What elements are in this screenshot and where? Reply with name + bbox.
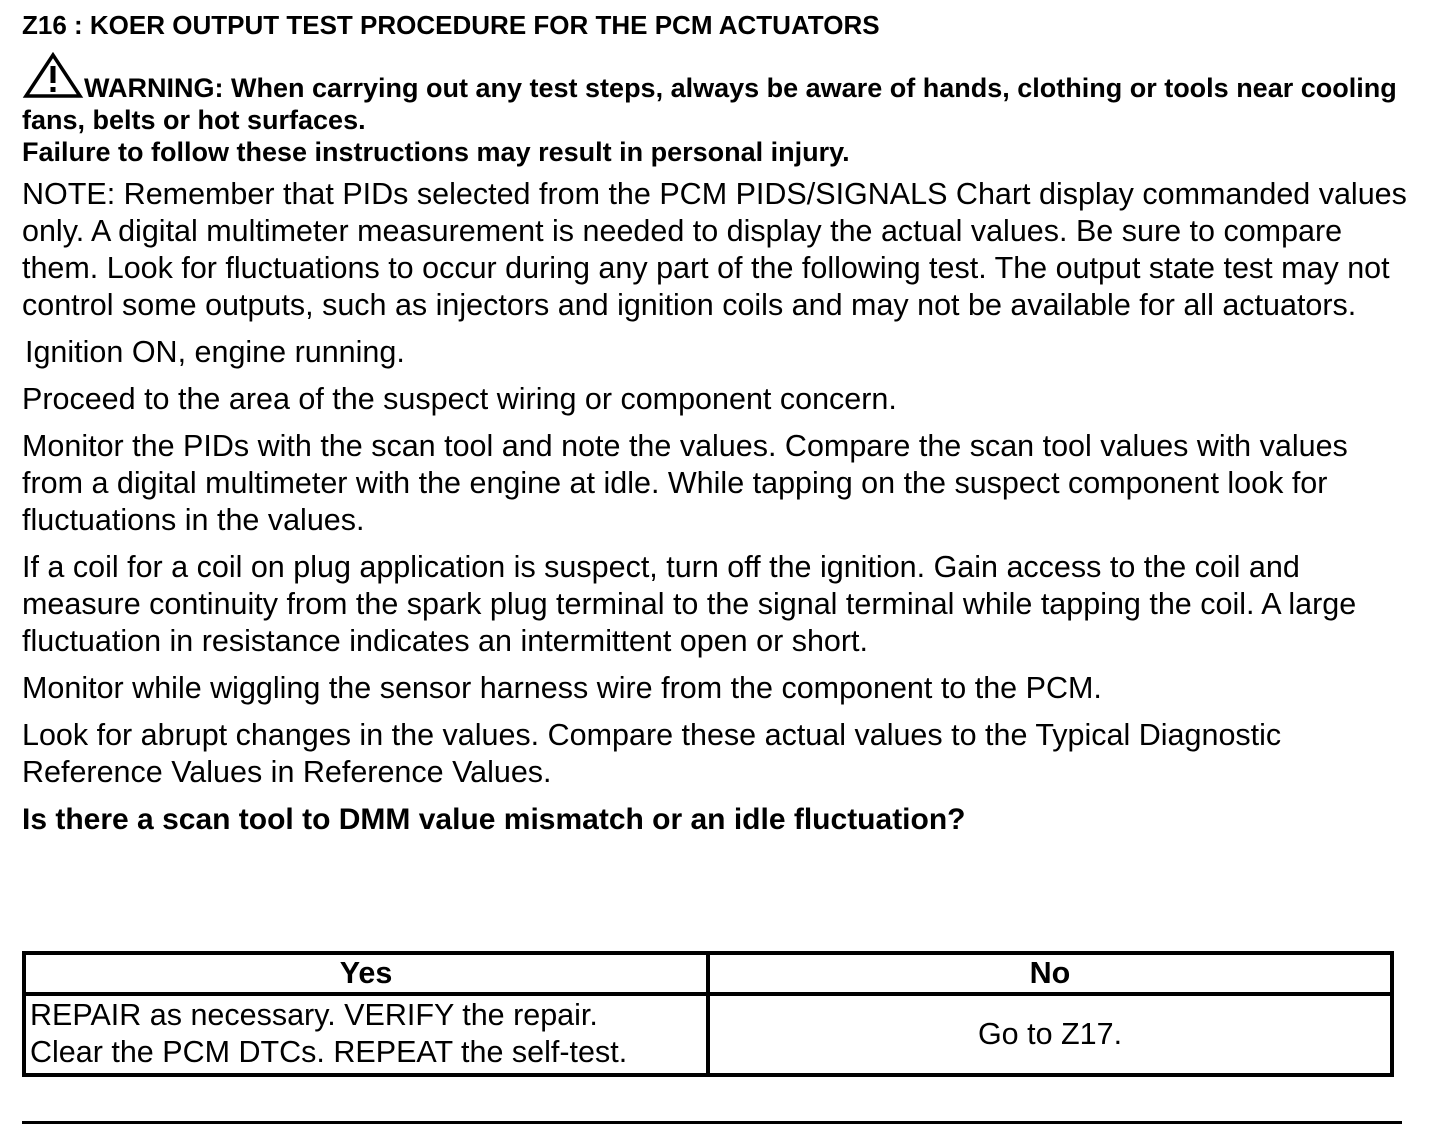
note-paragraph: NOTE: Remember that PIDs selected from the PCM PIDS/SIGNALS Chart display commanded values only. A digital multimeter measurement is needed to display the actual values. Be sure to compare them. Look for fluctuations to occur during any part of the following test. The output state test may not control some outputs, such as injectors and ignition coils and may not be available for all actuators. xyxy=(22,177,1407,322)
yes-action-line: Clear the PCM DTCs. REPEAT the self-test. xyxy=(30,1035,628,1069)
yes-action-cell xyxy=(24,994,708,1075)
proceed-paragraph: Proceed to the area of the suspect wiring or component concern. xyxy=(22,382,897,416)
warning-block xyxy=(22,52,1407,168)
coil-paragraph: If a coil for a coil on plug application is suspect, turn off the ignition. Gain access to the coil and measure continuity from the spark plug terminal to the signal terminal while tapping the coil. A large fluctuation in resistance indicates an intermittent open or short. xyxy=(22,550,1357,658)
abrupt-changes-paragraph: Look for abrupt changes in the values. Compare these actual values to the Typical Diagnostic Reference Values in Reference Values. xyxy=(22,718,1282,789)
no-header: No xyxy=(708,953,1392,994)
ignition-paragraph: Ignition ON, engine running. xyxy=(25,335,405,369)
wiggle-paragraph: Monitor while wiggling the sensor harness wire from the component to the PCM. xyxy=(22,671,1102,705)
warning-injury-text: Failure to follow these instructions may result in personal injury. xyxy=(22,137,850,167)
yes-header: Yes xyxy=(24,953,708,994)
no-action-cell: Go to Z17. xyxy=(708,994,1392,1075)
warning-triangle-icon xyxy=(22,52,84,100)
result-table xyxy=(22,951,1394,1077)
step-title: Z16 : KOER OUTPUT TEST PROCEDURE FOR THE PCM ACTUATORS xyxy=(22,10,880,40)
monitor-pids-paragraph: Monitor the PIDs with the scan tool and note the values. Compare the scan tool values with values from a digital multimeter with the engine at idle. While tapping on the suspect component look for fluctuations in the values. xyxy=(22,429,1348,537)
procedure-page xyxy=(22,8,1407,838)
result-table-header-row xyxy=(24,953,1392,994)
result-table-row xyxy=(24,994,1392,1075)
yes-action-line: REPAIR as necessary. VERIFY the repair. xyxy=(30,998,598,1032)
warning-text: WARNING: When carrying out any test steps, always be aware of hands, clothing or tools near cooling fans, belts or hot surfaces. xyxy=(22,73,1397,135)
bottom-divider xyxy=(22,1121,1402,1124)
question-text: Is there a scan tool to DMM value mismatch or an idle fluctuation? xyxy=(22,803,966,836)
